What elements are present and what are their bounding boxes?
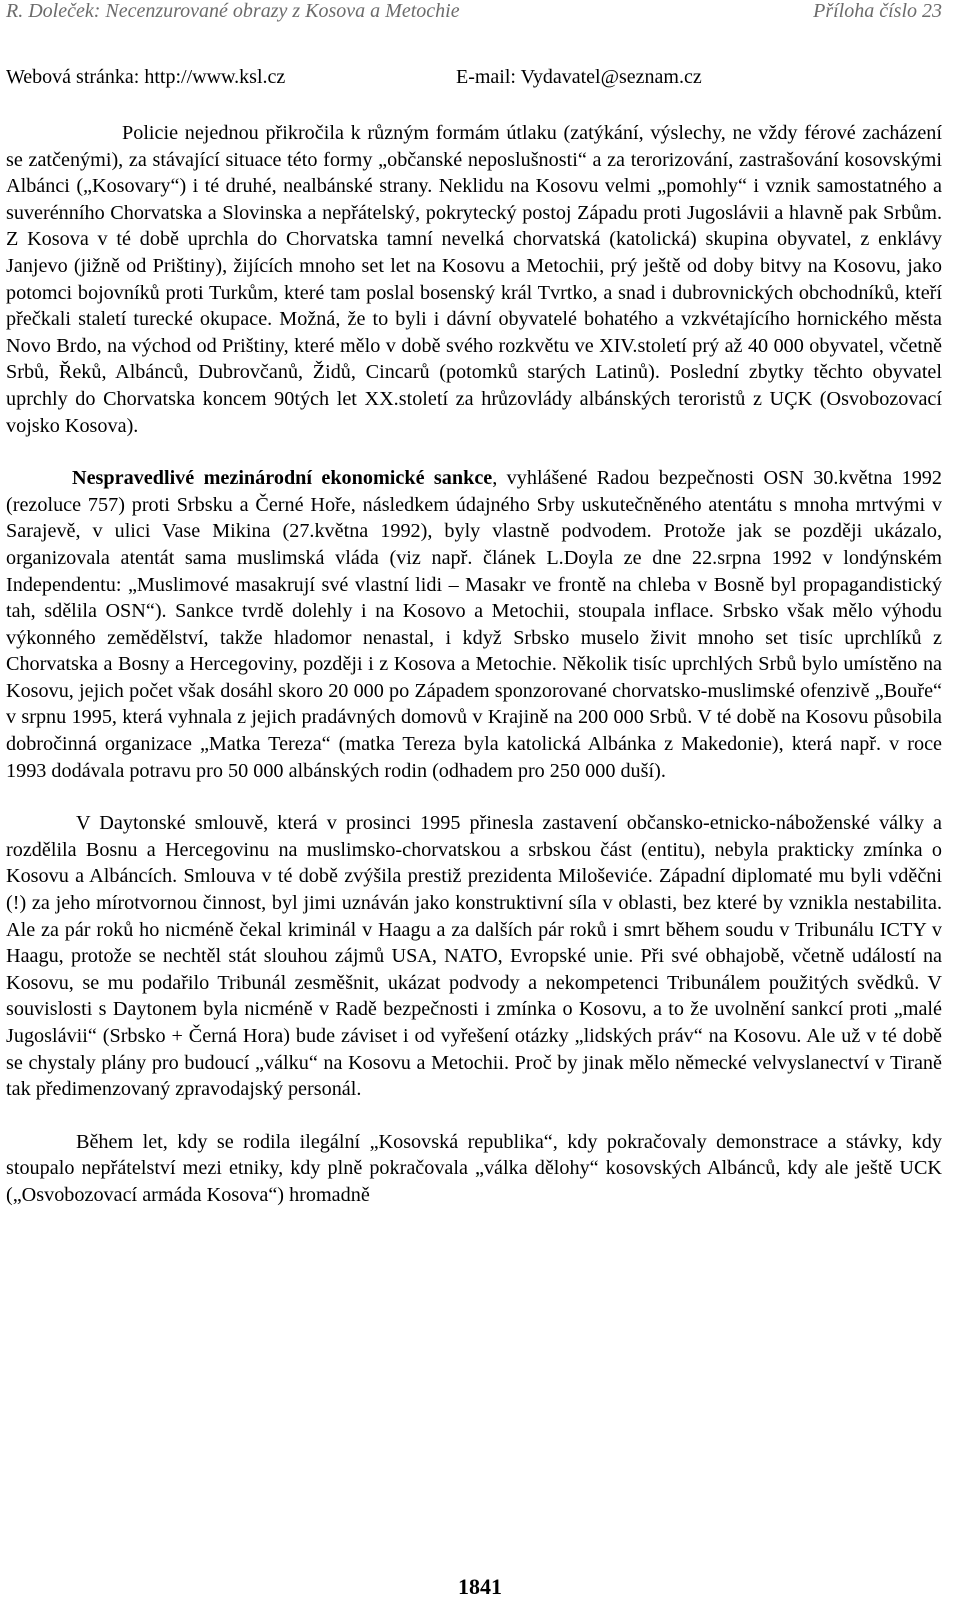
header-appendix-label: Příloha číslo 23 bbox=[813, 0, 942, 22]
paragraph-police: Policie nejednou přikročila k různým formám útlaku (zatýkání, výslechy, ne vždy férové zacházení se zatčenými), za stávající situace této formy „občanské neposlušnosti“ a za terorizování, zastrašování kosovskými Albánci („Kosovary“) i té druhé, nealbánské strany. Neklidu na Kosovu velmi „pomohly“ i vznik samostatného a suverénního Chorvatska a Slovinska a nepřátelský, pokrytecký postoj Západu proti Jugoslávii a hlavně pak Srbům. Z Kosova v té době uprchla do Chorvatska tamní nevelká chorvatská (katolická) skupina obyvatel, z enklávy Janjevo (jižně od Prištiny), žijících mnoho set let na Kosovu a Metochii, prý ještě od doby bitvy na Kosovu, jako potomci bojovníků proti Turkům, které tam poslal bosenský král Tvrtko, a snad i dubrovnických obchodníků, kteří přečkali staletí turecké okupace. Možná, že to byli i dávní obyvatelé bohatého a vzkvétajícího hornického města Novo Brdo, na východ od Prištiny, které mělo v době svého rozkvětu ve XIV.století prý až 40 000 obyvatel, včetně Srbů, Řeků, Albánců, Dubrovčanů, Židů, Cincarů (potomků starých Latinů). Poslední zbytky těchto obyvatel uprchly do Chorvatska koncem 90tých let XX.století za hrůzovlády albánských teroristů z UÇK (Osvobozovací vojsko Kosova). bbox=[6, 122, 942, 437]
header-book-title: R. Doleček: Necenzurované obrazy z Kosova a Metochie bbox=[6, 0, 460, 22]
contact-line bbox=[6, 66, 942, 92]
website-text: Webová stránka: http://www.ksl.cz bbox=[6, 66, 286, 88]
sanctions-heading: Nespravedlivé mezinárodní ekonomické sankce bbox=[72, 467, 493, 490]
paragraph-kosovo-republic: Během let, kdy se rodila ilegální „Kosovská republika“, kdy pokračovaly demonstrace a stávky, kdy stoupalo nepřátelství mezi etniky, kdy plně pokračovala „válka dělohy“ kosovských Albánců, kdy ale ještě UCK („Osvobozovací armáda Kosova“) hromadně bbox=[6, 1130, 942, 1206]
paragraph-dayton: V Daytonské smlouvě, která v prosinci 1995 přinesla zastavení občansko-etnicko-náboženské války a rozdělila Bosnu a Hercegovinu na muslimsko-chorvatskou a srbskou část (entitu), nebyla prakticky zmínka o Kosovu a Albáncích. Smlouva v té době zvýšila prestiž prezidenta Miloševiće. Západní diplomaté mu byli vděčni (!) za jeho mírotvornou činnost, byl jimi uznáván jako konstruktivní síla v oblasti, bez které by vznikla nestabilita. Ale za pár roků ho nicméně čekal kriminál v Haagu a za dalších pár roků i smrt během soudu v Tribunálu ICTY v Haagu, protože se nechtěl stát slouhou zájmů USA, NATO, Evropské unie. Při své obhajobě, včetně událostí na Kosovu, se mu podařilo Tribunál zesměšnit, ukázat podvody a nekompetenci Tribunálem použitých svědků. V souvislosti s Daytonem byla nicméně v Radě bezpečnosti i zmínka o Kosovu, a to že uvolnění sankcí proti „malé Jugoslávii“ (Srbsko + Černá Hora) bude záviset i od vyřešení otázky „lidských práv“ na Kosovu. Ale už v té době se chystaly plány pro budoucí „válku“ na Kosovu a Metochii. Proč by jinak mělo německé velvyslanectví v Tiraně tak předimenzovaný zpravodajský personál. bbox=[6, 812, 942, 1101]
running-header bbox=[6, 0, 942, 26]
paragraph-sanctions bbox=[6, 465, 942, 784]
body-text bbox=[6, 120, 942, 1209]
email-text: E-mail: Vydavatel@seznam.cz bbox=[456, 66, 702, 88]
sanctions-text: , vyhlášené Radou bezpečnosti OSN 30.května 1992 (rezoluce 757) proti Srbsku a Černé Hoře, následkem údajného Srby uskutečněného atentátu s mnoha mrtvými v Sarajevě, v ulici Vase Mikina (27.května 1992), byly vlastně podvodem. Protože jak se později ukázalo, organizovala atentát sama muslimská vláda (viz např. článek L.Doyla ze dne 22.srpna 1992 v londýnském Independentu: „Muslimové masakrují své vlastní lidi – Masakr ve frontě na chleba v Bosně byl propagandistický tah, sdělila OSN“). Sankce tvrdě dolehly i na Kosovo a Metochii, stoupala inflace. Srbsko však mělo výhodu výkonného zemědělství, takže hladomor nenastal, i když Srbsko muselo živit mnoho set tisíc uprchlíků z Chorvatska a Bosny a Hercegoviny, později i z Kosova a Metochie. Několik tisíc uprchlých Srbů bylo umístěno na Kosovu, jejich počet však dosáhl skoro 20 000 po Západem sponzorované chorvatsko-muslimské ofenzivě „Bouře“ v srpnu 1995, která vyhnala z jejich pradávných domovů v Krajině na 200 000 Srbů. V té době na Kosovu působila dobročinná organizace „Matka Tereza“ (matka Tereza byla katolická Albánka z Makedonie), která např. v roce 1993 dodávala potravu pro 50 000 albánských rodin (odhadem pro 250 000 duší). bbox=[6, 467, 942, 782]
page-number: 1841 bbox=[458, 1574, 502, 1599]
